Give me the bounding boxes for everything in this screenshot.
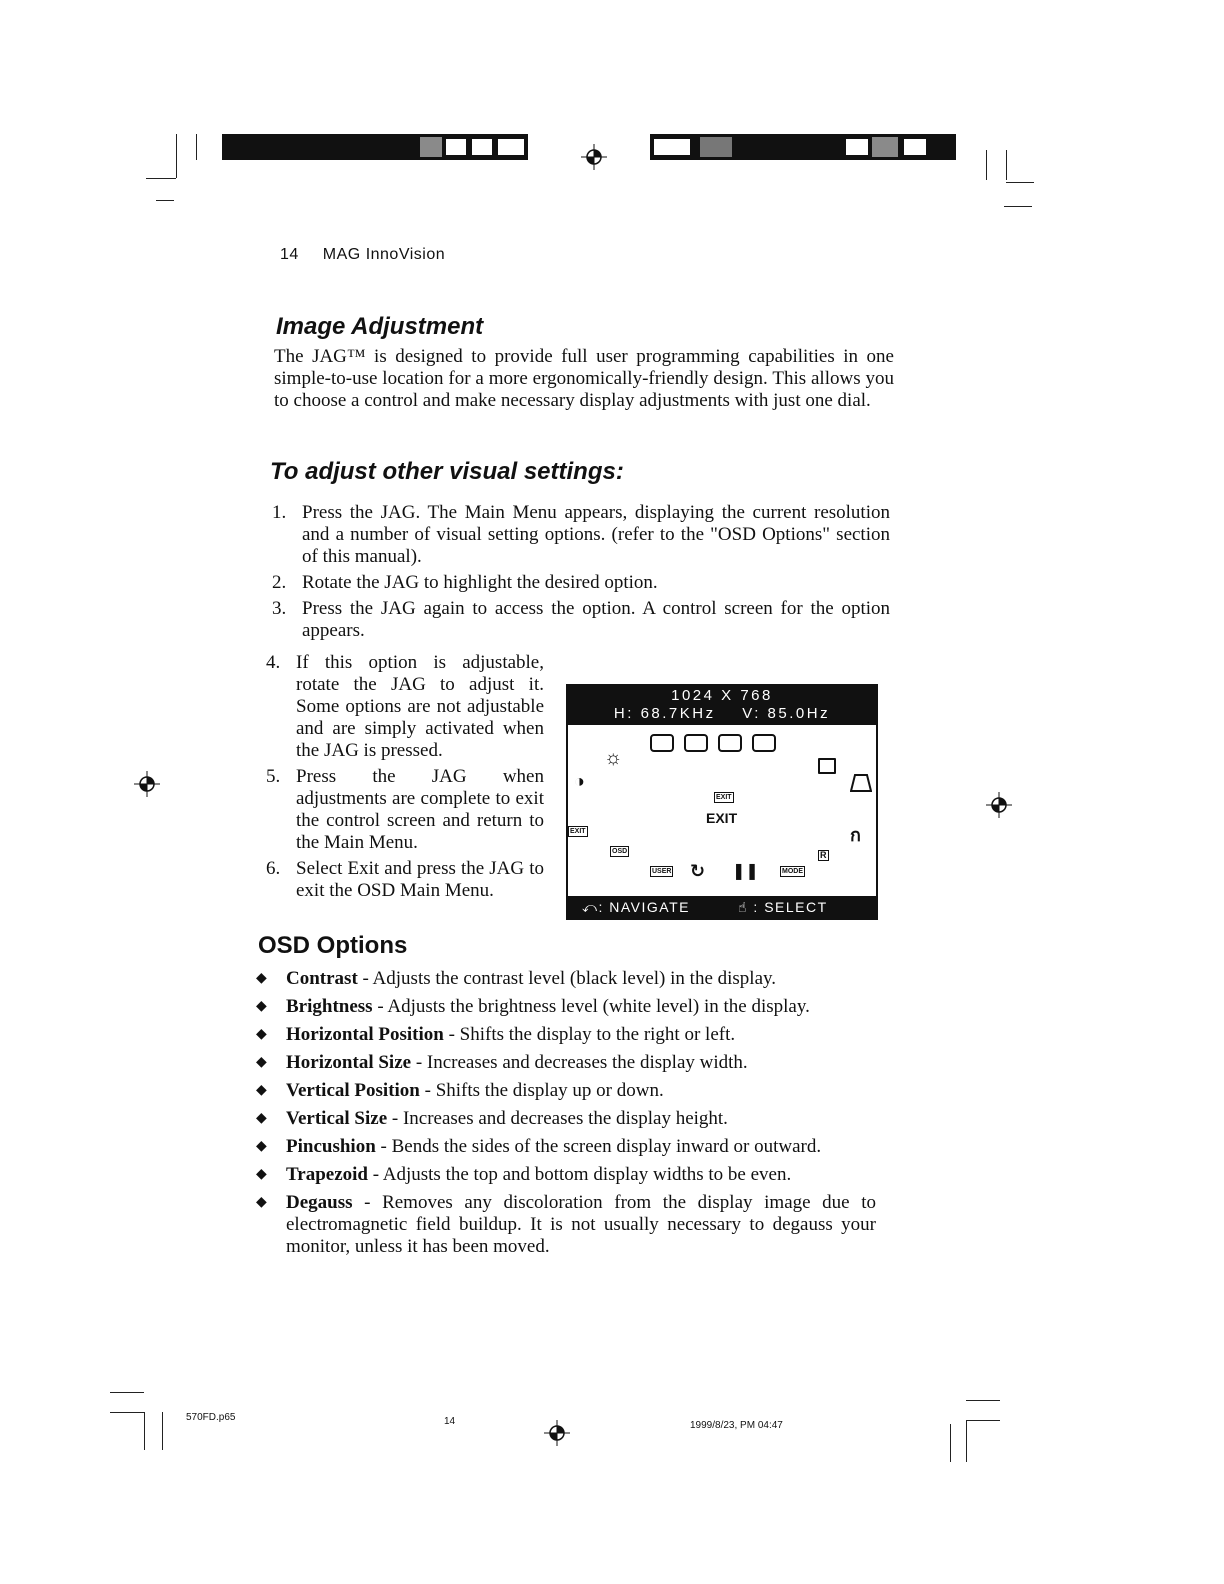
rotate-icon: ⤺ [582,899,599,915]
list-item: ◆ Contrast - Adjusts the contrast level (black level) in the display. [256,968,777,989]
bullet-icon: ◆ [256,1055,267,1070]
osd-exit-label: EXIT [706,810,738,826]
step-item: 1. Press the JAG. The Main Menu appears, displaying the current resolution and a number of visual setting options. (refer to the "OSD Options" section of this manual). [272,502,890,567]
running-header [280,246,445,264]
list-item: ◆ Vertical Position - Shifts the display up or down. [256,1080,664,1101]
bullet-icon: ◆ [256,1111,267,1126]
horizontal-position-icon [650,734,674,752]
bullet-icon: ◆ [256,1139,267,1154]
image-adjustment-title: Image Adjustment [276,313,484,340]
list-item: ◆ Brightness - Adjusts the brightness level (white level) in the display. [256,996,810,1017]
recall-icon: R [820,850,827,860]
degauss-icon: ก [850,825,861,845]
pincushion-icon [818,758,836,774]
osd-options-list [256,968,876,1264]
list-item: ◆ Degauss - Removes any discoloration from the display image due to electromagnetic field buildup. It is not usually necessary to degauss your monitor, unless it has been moved. [256,1192,876,1257]
list-item: ◆ Horizontal Position - Shifts the display to the right or left. [256,1024,736,1045]
osd-select-hint: ☝ : SELECT [738,899,828,915]
vertical-size-icon [752,734,776,752]
bullet-icon: ◆ [256,1195,267,1210]
image-adjustment-body: The JAG™ is designed to provide full user programming capabilities in one simple-to-use location for a more ergonomically-friendly design. This allows you to choose a control and make necessary display adjustments with just one dial. [274,346,894,411]
footer-timestamp: 1999/8/23, PM 04:47 [690,1420,783,1431]
trapezoid-icon [850,774,870,790]
osd-main-menu-screen [566,684,878,920]
rotation-icon: ↻ [690,861,706,881]
bullet-icon: ◆ [256,1167,267,1182]
registration-bar-right [650,134,956,160]
registration-target-top-icon [581,144,607,170]
bullet-icon: ◆ [256,971,267,986]
step-item: 4. If this option is adjustable, rotate the JAG to adjust it. Some options are not adjustable and are simply activated when the JAG is pressed. [266,652,544,761]
vertical-position-icon [718,734,742,752]
list-item: ◆ Trapezoid - Adjusts the top and bottom display widths to be even. [256,1164,792,1185]
step-item: 3. Press the JAG again to access the option. A control screen for the option appears. [272,598,890,641]
step-item: 2. Rotate the JAG to highlight the desired option. [272,572,658,593]
osd-settings-icon: OSD [612,848,628,855]
list-item: ◆ Pincushion - Bends the sides of the screen display inward or outward. [256,1136,822,1157]
brightness-icon: ☼ [604,747,623,769]
steps-list-wide [272,502,890,646]
convergence-icon: ❚❚ [732,863,759,880]
preset-mode-icon: MODE [782,868,803,875]
osd-status-bar [568,686,876,725]
contrast-icon: ◑ [574,771,585,791]
footer-page-number: 14 [444,1416,456,1427]
registration-target-right-icon [986,792,1012,818]
header-page-number: 14 [280,246,299,263]
step-item: 5. Press the JAG when adjustments are complete to exit the control screen and return to the Main Menu. [266,766,544,853]
header-brand: MAG InnoVision [322,246,446,263]
footer-file-name: 570FD.p65 [186,1412,236,1423]
osd-navigate-hint: ⤺: NAVIGATE [582,899,690,915]
bullet-icon: ◆ [256,1083,267,1098]
press-icon: ☝ [738,899,749,915]
exit-side-icon: EXIT [570,828,586,835]
osd-resolution: 1024 X 768 [671,687,773,704]
registration-target-bottom-icon [544,1420,570,1446]
bullet-icon: ◆ [256,999,267,1014]
bullet-icon: ◆ [256,1027,267,1042]
list-item: ◆ Horizontal Size - Increases and decreases the display width. [256,1052,748,1073]
horizontal-size-icon [684,734,708,752]
osd-help-bar [568,896,876,918]
registration-bar-left [222,134,528,160]
steps-list-narrow [266,652,544,906]
visual-settings-title: To adjust other visual settings: [270,458,624,485]
exit-icon: EXIT [716,794,732,801]
user-mode-icon: USER [652,868,672,875]
registration-target-left-icon [134,771,160,797]
step-item: 6. Select Exit and press the JAG to exit the OSD Main Menu. [266,858,544,901]
osd-options-title: OSD Options [258,932,408,959]
list-item: ◆ Vertical Size - Increases and decreases the display height. [256,1108,728,1129]
osd-frequency: H: 68.7KHz V: 85.0Hz [613,705,831,722]
